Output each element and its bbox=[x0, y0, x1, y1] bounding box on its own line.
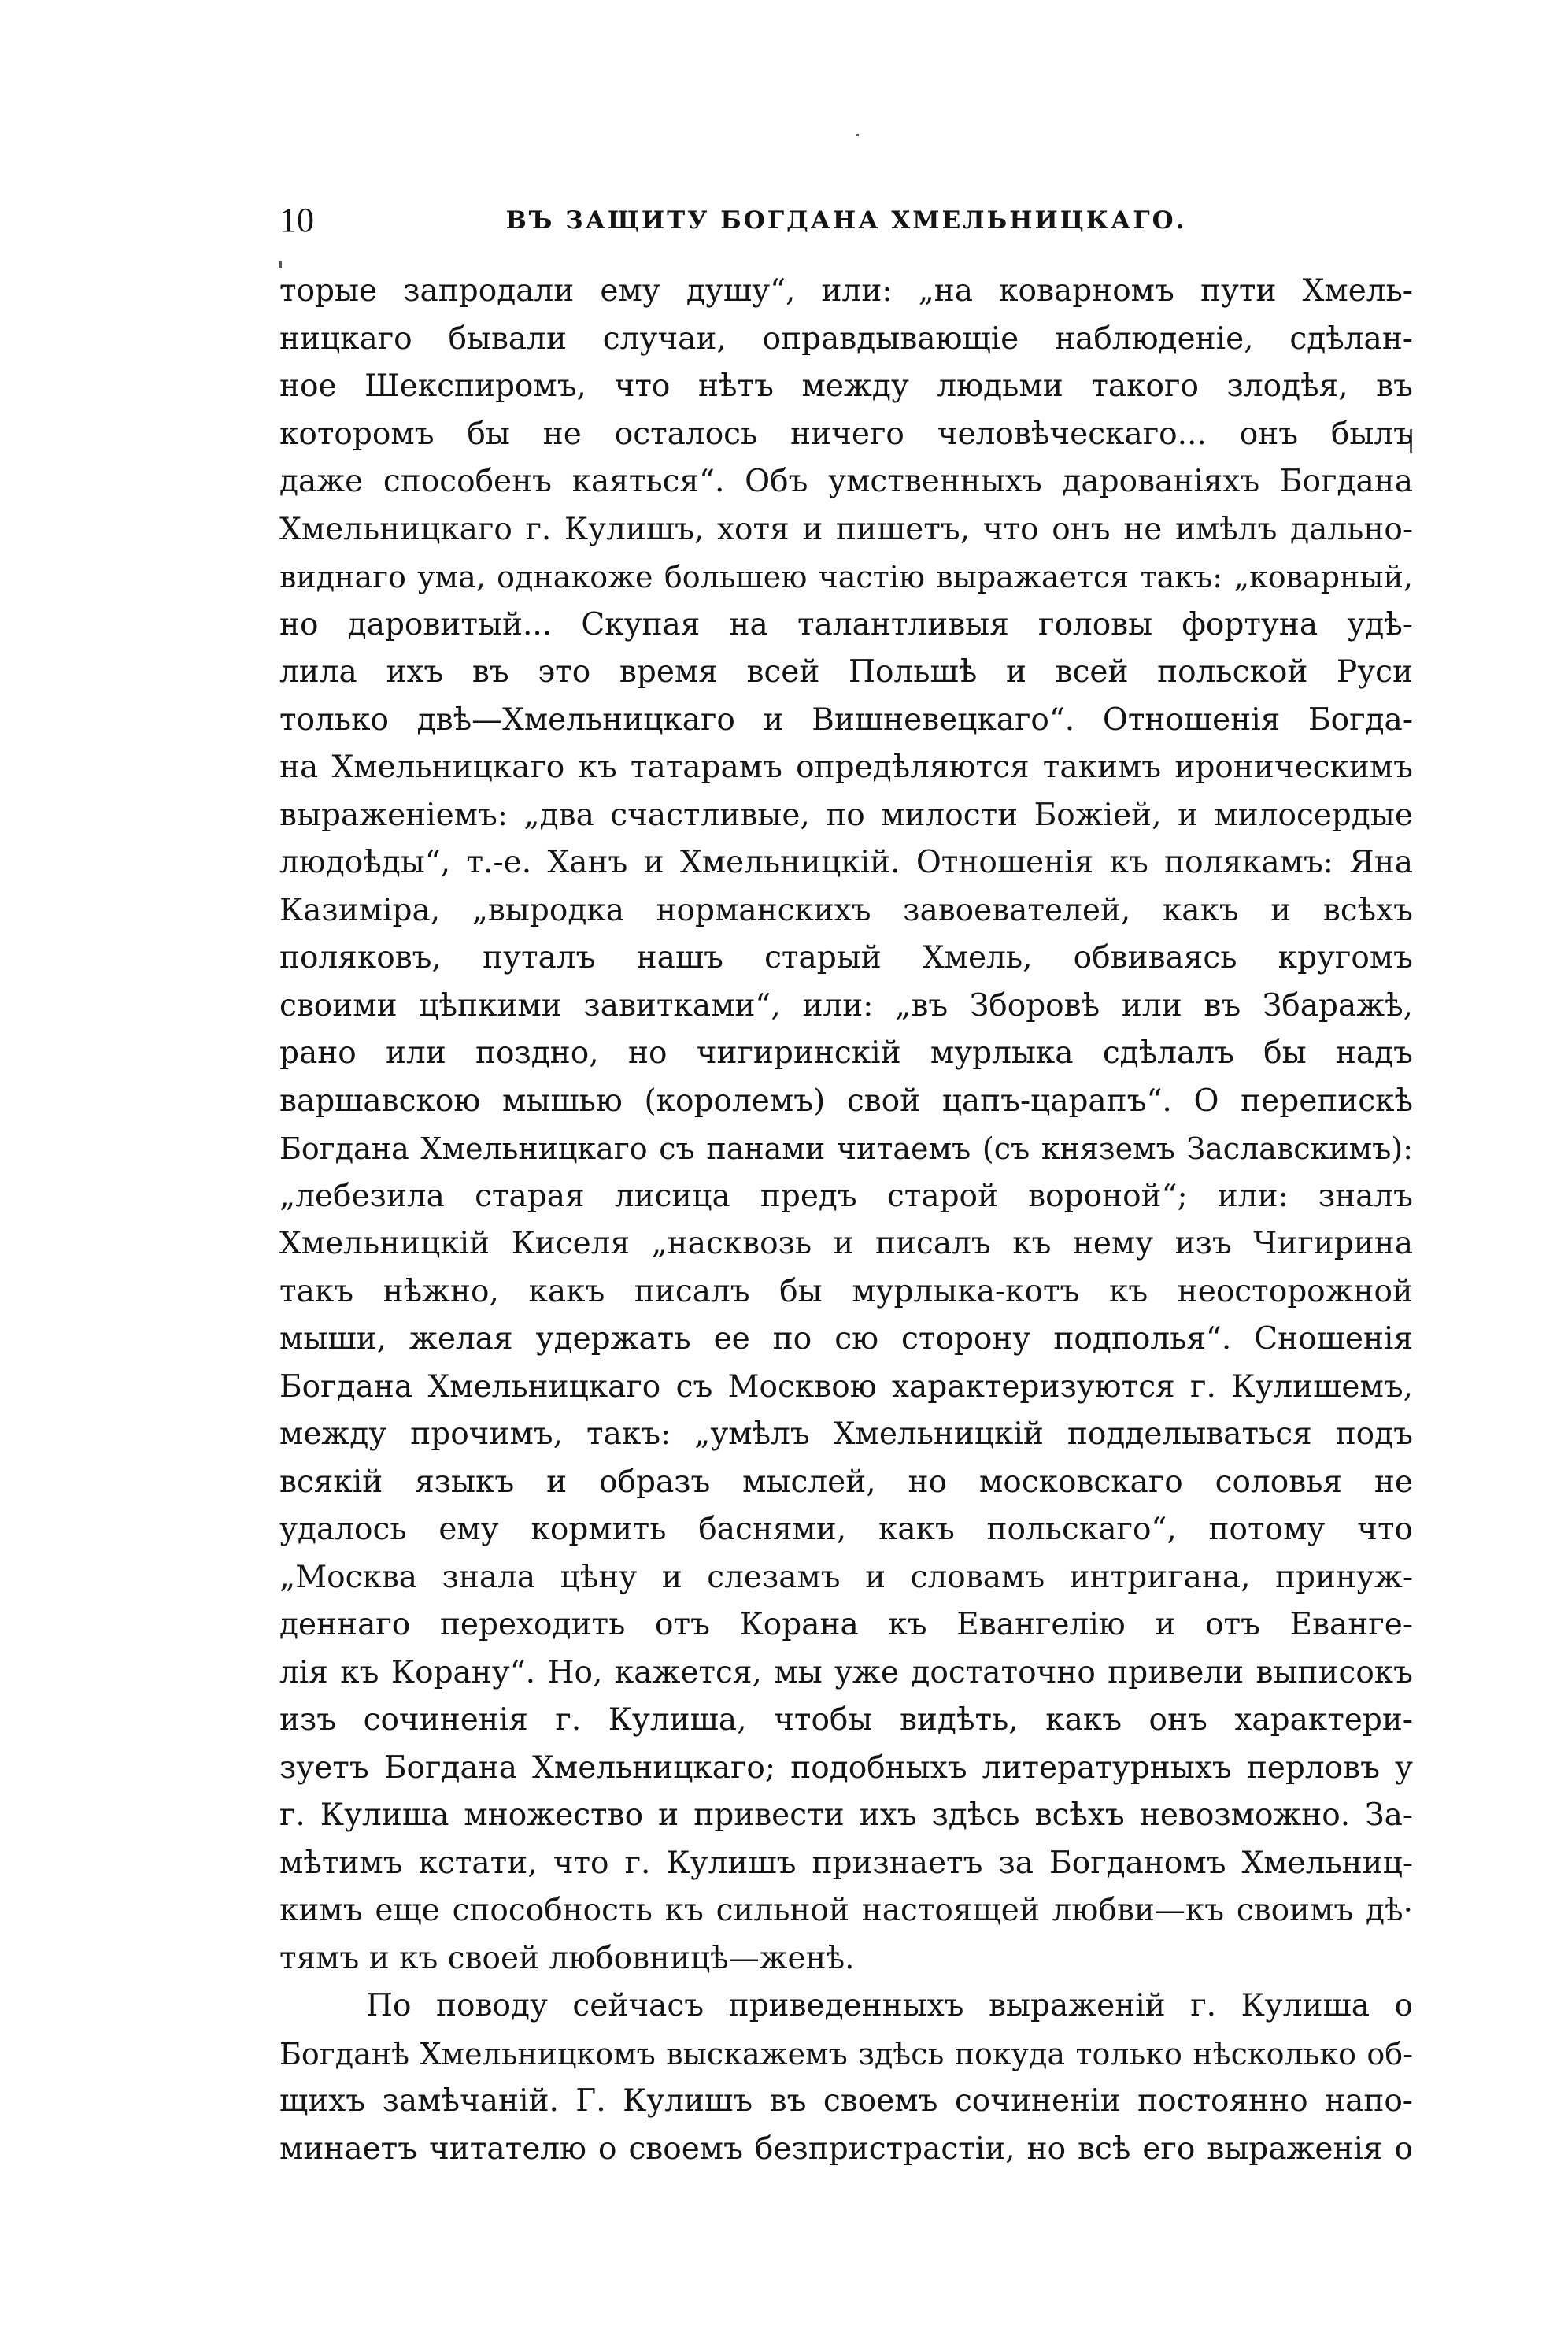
text-line: „лебезила старая лисица предъ старой вороной“; или: зналъ bbox=[279, 1178, 1413, 1214]
text-line: деннаго переходить отъ Корана къ Евангелію и отъ Еванге- bbox=[279, 1607, 1413, 1642]
paragraph-end-line: тямъ и къ своей любовницѣ—женѣ. bbox=[279, 1940, 855, 1976]
text-line: зуетъ Богдана Хмельницкаго; подобныхъ литературныхъ перловъ у bbox=[279, 1749, 1413, 1786]
text-line: лія къ Корану“. Но, кажется, мы уже достаточно привели выписокъ bbox=[279, 1654, 1413, 1690]
text-line: ницкаго бывали случаи, оправдывающіе наблюденіе, сдѣлан- bbox=[279, 320, 1413, 357]
text-line: Богдана Хмельницкаго съ панами читаемъ (съ княземъ Заславскимъ): bbox=[279, 1131, 1413, 1166]
text-line: людоѣды“, т.-е. Ханъ и Хмельницкій. Отношенія къ полякамъ: Яна bbox=[279, 845, 1413, 880]
text-line: только двѣ—Хмельницкаго и Вишневецкаго“. Отношенія Богда- bbox=[279, 702, 1413, 738]
page-number: 10 bbox=[279, 201, 314, 239]
text-line: минаетъ читателю о своемъ безпристрастіи, но всѣ его выраженія о bbox=[279, 2131, 1413, 2167]
speck-mark bbox=[856, 134, 859, 136]
text-line: Казиміра, „выродка норманскихъ завоевателей, какъ и всѣхъ bbox=[279, 892, 1413, 928]
paragraph-start-line: По поводу сейчасъ приведенныхъ выраженій г. Кулиша о bbox=[366, 1988, 1413, 2023]
page-header bbox=[279, 197, 1413, 244]
text-line: удалось ему кормить баснями, какъ польскаго“, потому что bbox=[279, 1512, 1413, 1547]
text-line: выраженіемъ: „два счастливые, по милости Божіей, и милосердые bbox=[279, 797, 1413, 833]
text-line: варшавскою мышью (королемъ) свой цапъ-царапъ“. О перепискѣ bbox=[279, 1083, 1413, 1119]
text-line: Хмельницкій Киселя „насквозь и писалъ къ нему изъ Чигирина bbox=[279, 1226, 1413, 1261]
text-line: лила ихъ въ это время всей Польшѣ и всей польской Руси bbox=[279, 654, 1413, 690]
text-line: Хмельницкаго г. Кулишъ, хотя и пишетъ, что онъ не имѣлъ дально- bbox=[279, 511, 1413, 547]
text-line: ное Шекспиромъ, что нѣтъ между людьми такого злодѣя, въ bbox=[279, 368, 1413, 404]
text-line: виднаго ума, однакоже большею частію выражается такъ: „коварный, bbox=[279, 560, 1413, 594]
text-line: г. Кулиша множество и привести ихъ здѣсь всѣхъ невозможно. За- bbox=[279, 1797, 1413, 1833]
text-line: поляковъ, путалъ нашъ старый Хмель, обвиваясь кругомъ bbox=[279, 940, 1413, 975]
text-line: такъ нѣжно, какъ писалъ бы мурлыка-котъ къ неосторожной bbox=[279, 1273, 1413, 1309]
text-line: Богдана Хмельницкаго съ Москвою характеризуются г. Кулишемъ, bbox=[279, 1368, 1413, 1405]
text-line: которомъ бы не осталось ничего человѣческаго... онъ былъ bbox=[279, 416, 1413, 452]
text-line: рано или поздно, но чигиринскій мурлыка сдѣлалъ бы надъ bbox=[279, 1035, 1413, 1071]
text-line: кимъ еще способность къ сильной настоящей любви—къ своимъ дѣ· bbox=[279, 1893, 1413, 1928]
text-line: между прочимъ, такъ: „умѣлъ Хмельницкій подделываться подъ bbox=[279, 1416, 1413, 1452]
text-line: щихъ замѣчаній. Г. Кулишъ въ своемъ сочиненіи постоянно напо- bbox=[279, 2083, 1413, 2119]
text-line: изъ сочиненія г. Кулиша, чтобы видѣть, какъ онъ характери- bbox=[279, 1702, 1413, 1738]
text-line: своими цѣпкими завитками“, или: „въ Зборовѣ или въ Збаражѣ, bbox=[279, 987, 1413, 1024]
body-text bbox=[279, 268, 1413, 2173]
text-line: даже способенъ каяться“. Объ умственныхъ дарованіяхъ Богдана bbox=[279, 464, 1413, 499]
text-line: Богданѣ Хмельницкомъ выскажемъ здѣсь покуда только нѣсколько об- bbox=[279, 2036, 1413, 2071]
text-line: но даровитый... Скупая на талантливыя головы фортуна удѣ- bbox=[279, 606, 1413, 642]
running-title: ВЪ ЗАЩИТУ БОГДАНА ХМЕЛЬНИЦКАГО. bbox=[505, 206, 1187, 235]
text-line: мѣтимъ кстати, что г. Кулишъ признаетъ за Богданомъ Хмельниц- bbox=[279, 1845, 1413, 1881]
text-line: торые запродали ему душу“, или: „на коварномъ пути Хмель- bbox=[279, 273, 1413, 309]
text-line: „Москва знала цѣну и слезамъ и словамъ интригана, принуж- bbox=[279, 1559, 1413, 1595]
text-line: на Хмельницкаго къ татарамъ опредѣляются такимъ ироническимъ bbox=[279, 750, 1413, 785]
text-line: всякій языкъ и образъ мыслей, но московскаго соловья не bbox=[279, 1464, 1413, 1500]
text-line: мыши, желая удержать ее по сю сторону подполья“. Сношенія bbox=[279, 1321, 1413, 1357]
